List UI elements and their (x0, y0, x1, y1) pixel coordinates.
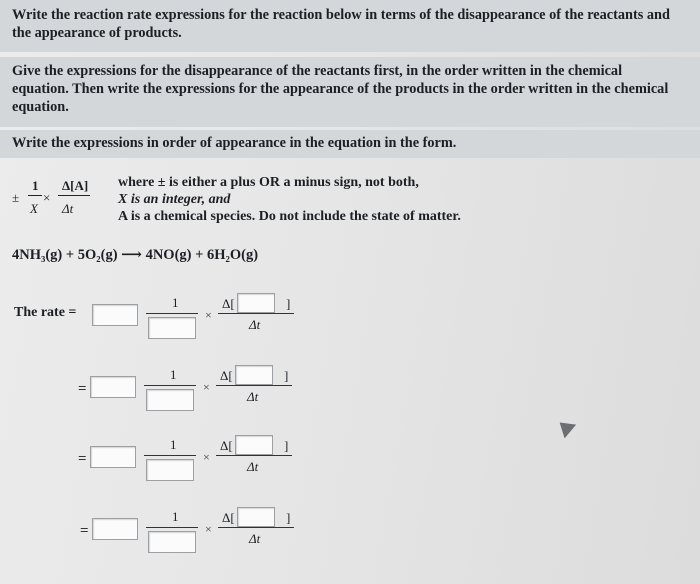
coefficient-input-box[interactable] (146, 389, 194, 411)
coefficient-input-box[interactable] (146, 459, 194, 481)
species-input-box[interactable] (235, 365, 273, 385)
row-delta-t: Δt (249, 317, 261, 332)
general-times-symbol: × (43, 190, 51, 205)
where-line-1: where ± is either a plus OR a minus sign, not both, (118, 175, 419, 190)
row-equals-sign: = (78, 451, 87, 467)
row-times-symbol: × (203, 380, 210, 394)
row-numerator-one: 1 (172, 509, 179, 524)
species-input-box[interactable] (237, 293, 275, 313)
row-times-symbol: × (205, 522, 212, 536)
coefficient-input-box[interactable] (148, 531, 196, 553)
chemical-equation: 4NH₃(g) + 5O₂(g) ⟶ 4NO(g) + 6H₂O(g) (12, 247, 259, 263)
general-fraction-bar (28, 195, 42, 196)
general-denominator: X (30, 201, 38, 216)
instruction-text-3: Write the expressions in order of appearance in the equation in the form. (12, 135, 457, 151)
row-times-symbol: × (203, 450, 210, 464)
sign-input-box[interactable] (90, 376, 136, 398)
general-delta-a: Δ[A] (62, 178, 89, 193)
species-input-box[interactable] (235, 435, 273, 455)
species-input-box[interactable] (237, 507, 275, 527)
general-delta-t: Δt (62, 201, 74, 216)
row-delta-fraction-bar (218, 313, 294, 314)
row-numerator-one: 1 (170, 367, 177, 382)
row-fraction-bar (144, 385, 196, 386)
instruction-text-2: Give the expressions for the disappearance of the reactants first, in the order written in the chemical equation. Then write the expressions for the appearance of the products in the order written in the chemical equation. (12, 63, 669, 115)
where-line-3: A is a chemical species. Do not include the state of matter. (118, 209, 461, 224)
row-delta-open: Δ[ (222, 296, 235, 311)
row-delta-fraction-bar (218, 527, 294, 528)
row-times-symbol: × (205, 308, 212, 322)
general-form-expression (12, 178, 112, 222)
sign-input-box[interactable] (90, 446, 136, 468)
row-delta-fraction-bar (216, 455, 292, 456)
row-bracket-close: ] (284, 438, 289, 453)
plus-minus-symbol: ± (12, 190, 20, 205)
row-delta-open: Δ[ (220, 438, 233, 453)
row-delta-t: Δt (249, 531, 261, 546)
instruction-text-1: Write the reaction rate expressions for the reaction below in terms of the disappearance of the reactants and the appearance of products. (12, 7, 670, 41)
row-equals-sign: = (78, 381, 87, 397)
row-delta-fraction-bar (216, 385, 292, 386)
row-fraction-bar (146, 527, 198, 528)
row-fraction-bar (144, 455, 196, 456)
where-explanation (118, 174, 461, 225)
row-bracket-close: ] (286, 510, 291, 525)
row-fraction-bar (146, 313, 198, 314)
where-line-2: X is an integer, and (118, 192, 231, 207)
coefficient-input-box[interactable] (148, 317, 196, 339)
rate-label: The rate = (14, 305, 77, 320)
general-numerator: 1 (32, 178, 39, 193)
row-delta-t: Δt (247, 459, 259, 474)
sign-input-box[interactable] (92, 304, 138, 326)
general-delta-fraction-bar (58, 195, 90, 196)
row-equals-sign: = (80, 523, 89, 539)
row-bracket-close: ] (286, 296, 291, 311)
mouse-cursor-icon (554, 416, 576, 439)
row-delta-t: Δt (247, 389, 259, 404)
sign-input-box[interactable] (92, 518, 138, 540)
row-bracket-close: ] (284, 368, 289, 383)
row-numerator-one: 1 (172, 295, 179, 310)
row-delta-open: Δ[ (222, 510, 235, 525)
row-numerator-one: 1 (170, 437, 177, 452)
row-delta-open: Δ[ (220, 368, 233, 383)
